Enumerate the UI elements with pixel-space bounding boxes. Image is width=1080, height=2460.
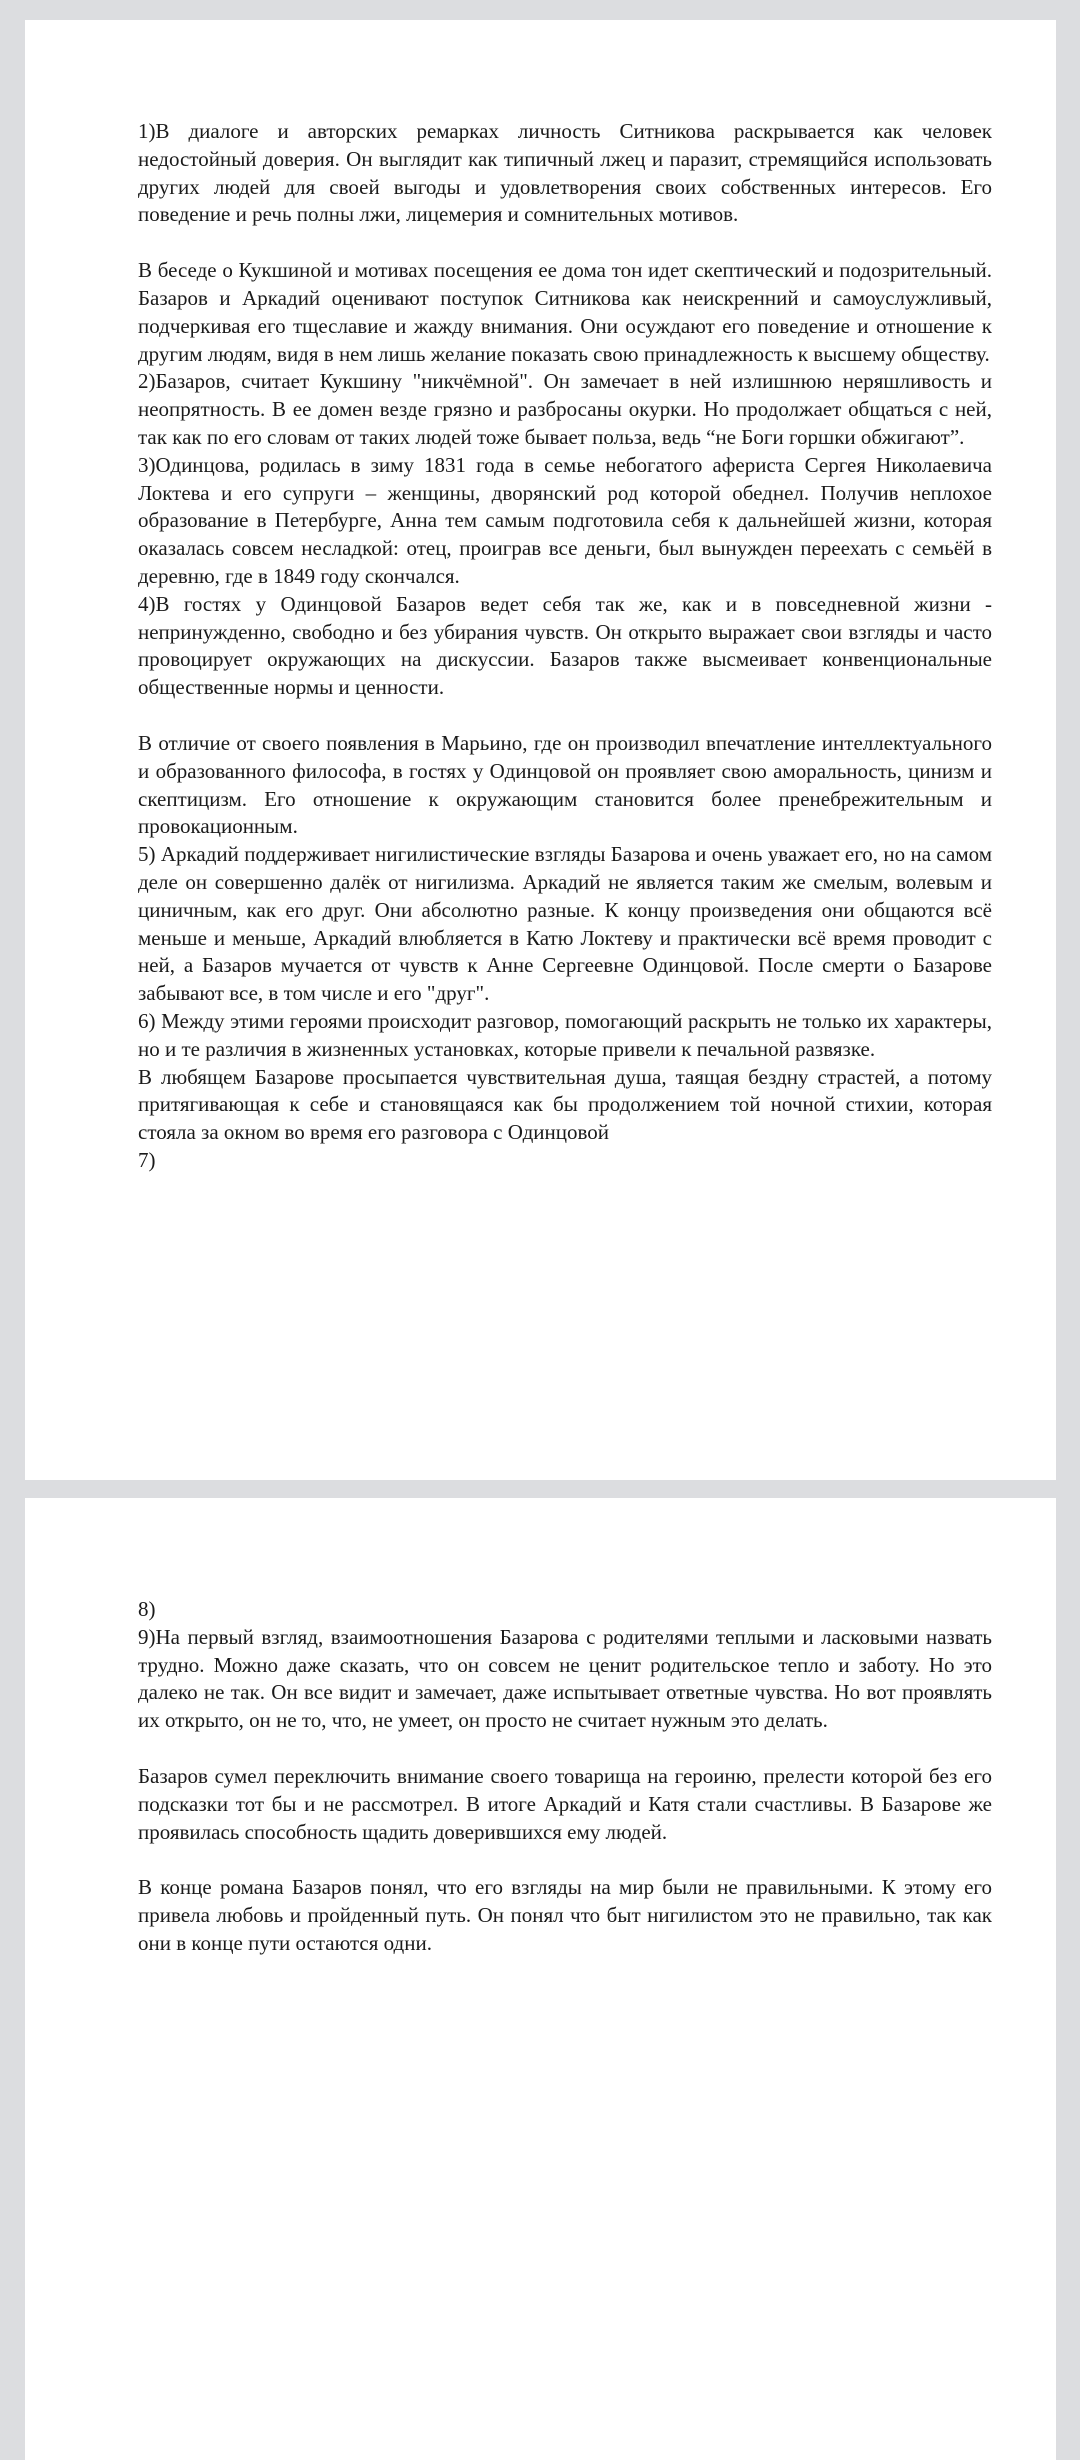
document-page-2 [25, 1498, 1056, 2460]
paragraph-6-conversation: 6) Между этими героями происходит разговор, помогающий раскрыть не только их характеры, но и те различия в жизненных установках, которые привели к печальной развязке. [138, 1008, 992, 1061]
document-page-1 [25, 20, 1056, 1480]
paragraph-7: 7) [138, 1147, 156, 1172]
paragraph-5-arkady: 5) Аркадий поддерживает нигилистические взгляды Базарова и очень уважает его, но на самом деле он совершенно далёк от нигилизма. Аркадий не является таким же смелым, волевым и циничным, как его друг. Они абсолютно разные. К концу произведения они общаются всё меньше и меньше, Аркадий влюбляется в Катю Локтеву и практически всё время проводит с ней, а Базаров мучается от чувств к Анне Сергеевне Одинцовой. После смерти о Базарове забывают все, в том числе и его "друг". [138, 842, 992, 1006]
paragraph-9-parents: 9)На первый взгляд, взаимоотношения Базарова с родителями теплыми и ласковыми назвать трудно. Можно даже сказать, что он совсем не ценит родительское тепло и заботу. Но это далеко не так. Он все видит и замечает, даже испытывает ответные чувства. Но вот проявлять их открыто, он не то, что, не умеет, он просто не считает нужным это делать. [138, 1624, 992, 1733]
paragraph-1-sitnikov: 1)В диалоге и авторских ремарках личность Ситникова раскрывается как человек недостойный доверия. Он выглядит как типичный лжец и паразит, стремящийся использовать других людей для своей выгоды и удовлетворения своих собственных интересов. Его поведение и речь полны лжи, лицемерия и сомнительных мотивов. [138, 119, 992, 227]
paragraph-4-bazarov-guest: 4)В гостях у Одинцовой Базаров ведет себя так же, как и в повседневной жизни - непринужденно, свободно и без убирания чувств. Он открыто выражает свои взгляды и часто провоцирует окружающих на дискуссии. Базаров также высмеивает конвенциональные общественные нормы и ценности. [138, 591, 992, 700]
paragraph-3-odintsova: 3)Одинцова, родилась в зиму 1831 года в семье небогатого афериста Сергея Николаевича Локтева и его супруги – женщины, дворянский род которой обеднел. Получив неплохое образование в Петербурге, Анна тем самым подготовила себя к дальнейшей жизни, которая оказалась совсем несладкой: отец, проиграв все деньги, был вынужден переехать с семьёй в деревню, где в 1849 году скончался. [138, 452, 992, 588]
paragraph-8: 8) [138, 1597, 156, 1621]
paragraph-ending: В конце романа Базаров понял, что его взгляды на мир были не правильными. К этому его привела любовь и пройденный путь. Он понял что быт нигилистом это не правильно, так как они в конце пути остаются одни. [138, 1875, 992, 1955]
blank-line [138, 1846, 992, 1874]
paragraph-loving-bazarov: В любящем Базарове просыпается чувствительная душа, таящая бездну страстей, а потому притягивающая к себе и становящаяся как бы продолжением той ночной стихии, которая стояла за окном во время его разговора с Одинцовой [138, 1064, 992, 1145]
blank-line [138, 1735, 992, 1763]
blank-line [138, 229, 992, 257]
paragraph-2-kukshina: 2)Базаров, считает Кукшину "никчёмной". Он замечает в ней излишнюю неряшливость и неопрятность. В ее домен везде грязно и разбросаны окурки. Но продолжает общаться с ней, так как по его словам от таких людей тоже бывает польза, ведь “не Боги горшки обжигают”. [138, 369, 992, 449]
paragraph-kukshina-visit: В беседе о Кукшиной и мотивах посещения ее дома тон идет скептический и подозрительный. Базаров и Аркадий оценивают поступок Ситникова как неискренний и самоуслужливый, подчеркивая его тщеславие и жажду внимания. Они осуждают его поведение и отношение к другим людям, видя в нем лишь желание показать свою принадлежность к высшему обществу. [138, 258, 992, 366]
paragraph-marino-contrast: В отличие от своего появления в Марьино, где он производил впечатление интеллектуального и образованного философа, в гостях у Одинцовой он проявляет свою аморальность, цинизм и скептицизм. Его отношение к окружающим становится более пренебрежительным и провокационным. [138, 730, 992, 839]
paragraph-arkady-katya: Базаров сумел переключить внимание своего товарища на героиню, прелести которой без его подсказки тот бы и не рассмотрел. В итоге Аркадий и Катя стали счастливы. В Базарове же проявилась способность щадить доверившихся ему людей. [138, 1763, 992, 1844]
blank-line [138, 702, 992, 730]
